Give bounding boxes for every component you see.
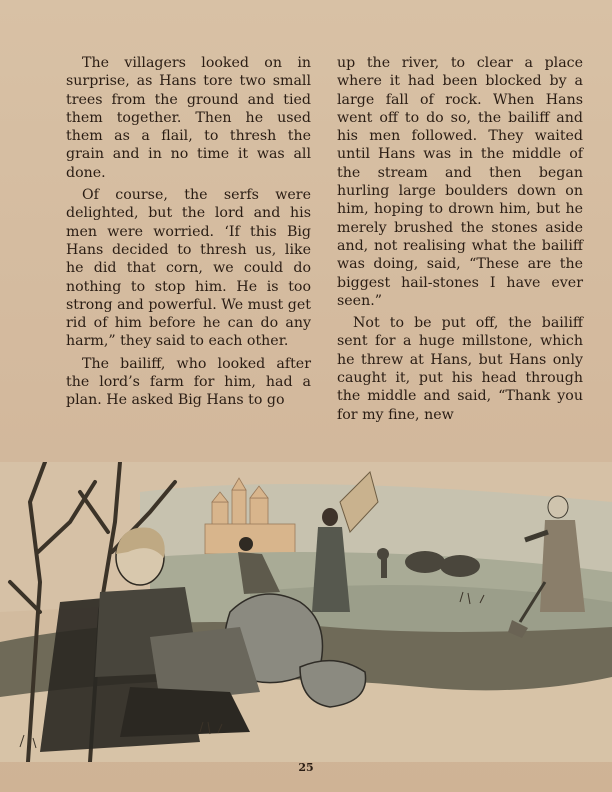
text-column-right bbox=[337, 54, 583, 428]
paragraph: Not to be put off, the bailiff sent for a huge millstone, which he threw at Hans, but Hans only caught it, put his head through the middle and said, “Thank you for my fine, new bbox=[337, 315, 583, 423]
page-number: 25 bbox=[298, 761, 314, 774]
paragraph: The villagers looked on in surprise, as Hans tore two small trees from the ground and tied them together. Then he used them as a flail, to thresh the grain and in no time it was all done. bbox=[66, 55, 311, 181]
text-column-left bbox=[66, 54, 311, 414]
paragraph: up the river, to clear a place where it had been blocked by a large fall of rock. When Hans went off to do so, the bailiff and his men followed. They waited until Hans was in the middle of the stream and then began hurling large boulders down on him, hoping to drown him, but he merely brushed the stones aside and, not realising what the bailiff was doing, said, “These are the biggest hail-stones I have ever seen.” bbox=[337, 55, 583, 309]
story-illustration bbox=[0, 462, 612, 762]
paragraph: Of course, the serfs were delighted, but the lord and his men were worried. ‘If this Big Hans decided to thresh us, like he did that corn, we could do nothing to stop him. He is too strong and powerful. We must get rid of him before he can do any harm,” they said to each other. bbox=[66, 187, 311, 350]
paragraph: The bailiff, who looked after the lord’s farm for him, had a plan. He asked Big Hans to go bbox=[66, 355, 311, 409]
